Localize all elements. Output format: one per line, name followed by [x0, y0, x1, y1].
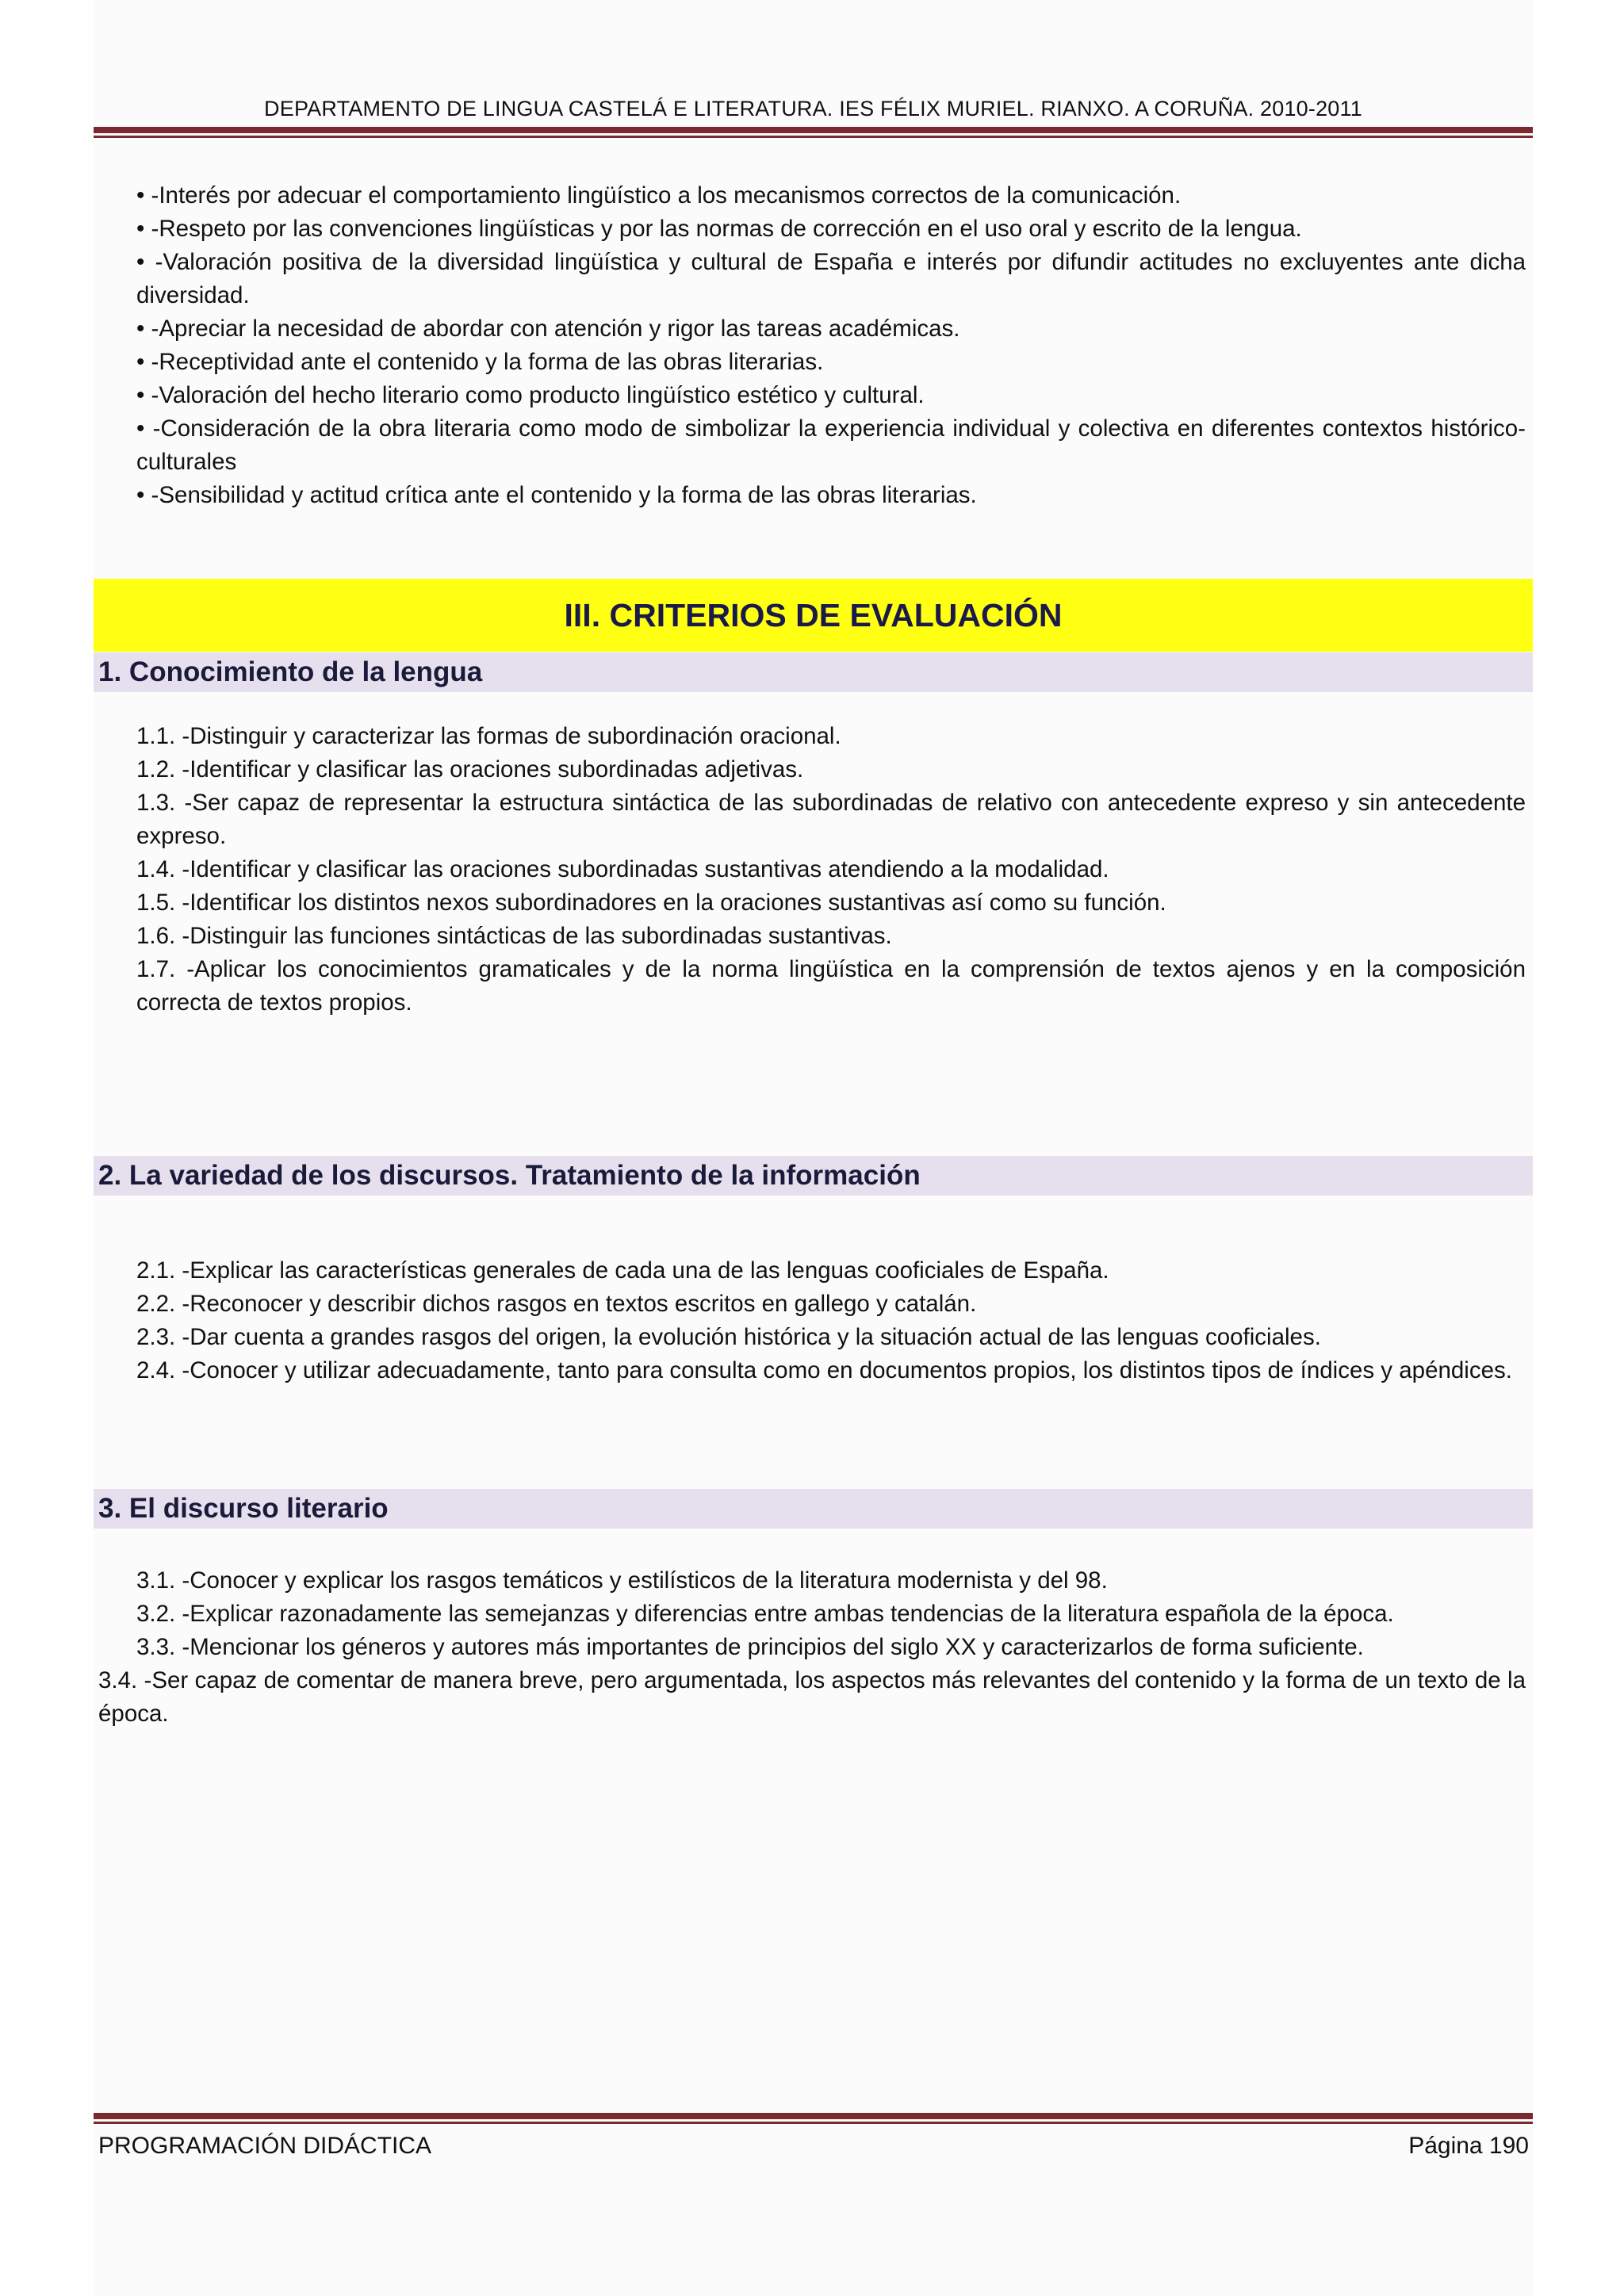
list-item: 2.2. -Reconocer y describir dichos rasgos en textos escritos en gallego y catalán. — [136, 1291, 977, 1317]
list-item: • -Apreciar la necesidad de abordar con atención y rigor las tareas académicas. — [136, 312, 1526, 346]
list-item: • -Consideración de la obra literaria como modo de simbolizar la experiencia individual y colectiva en diferentes contextos histórico-culturales — [136, 412, 1526, 479]
list-item: 1.5. -Identificar los distintos nexos subordinadores en la oraciones sustantivas así como su función. — [136, 890, 1166, 916]
section-heading-1: 1. Conocimiento de la lengua — [94, 652, 1533, 692]
attitudes-list — [136, 179, 1526, 512]
list-item: 1.2. -Identificar y clasificar las oraciones subordinadas adjetivas. — [136, 756, 804, 783]
page-header: DEPARTAMENTO DE LINGUA CASTELÁ E LITERATURA. IES FÉLIX MURIEL. RIANXO. A CORUÑA. 2010-2011 — [264, 97, 1362, 121]
list-item: 3.2. -Explicar razonadamente las semejanzas y diferencias entre ambas tendencias de la literatura española de la época. — [136, 1601, 1394, 1627]
list-item: 1.3. -Ser capaz de representar la estructura sintáctica de las subordinadas de relativo con antecedente expreso y sin antecedente expreso. — [136, 790, 1526, 849]
section-heading-2: 2. La variedad de los discursos. Tratamiento de la información — [94, 1156, 1533, 1196]
page-margin-right — [1533, 0, 1624, 2296]
list-item: 2.4. -Conocer y utilizar adecuadamente, tanto para consulta como en documentos propios, los distintos tipos de índices y apéndices. — [136, 1357, 1512, 1383]
footer-rule — [94, 2113, 1533, 2124]
list-item: • -Valoración del hecho literario como producto lingüístico estético y cultural. — [136, 379, 1526, 412]
list-item: 2.3. -Dar cuenta a grandes rasgos del origen, la evolución histórica y la situación actual de las lenguas cooficiales. — [136, 1324, 1321, 1350]
list-item: • -Sensibilidad y actitud crítica ante el contenido y la forma de las obras literarias. — [136, 479, 1526, 512]
list-item: 3.3. -Mencionar los géneros y autores más importantes de principios del siglo XX y caracterizarlos de forma suficiente. — [136, 1634, 1364, 1660]
section-1-criteria — [136, 720, 1526, 1020]
page-number: Página 190 — [1408, 2133, 1529, 2159]
footer-title: PROGRAMACIÓN DIDÁCTICA — [98, 2133, 432, 2159]
list-item: 1.4. -Identificar y clasificar las oraciones subordinadas sustantivas atendiendo a la modalidad. — [136, 856, 1109, 882]
list-item: • -Receptividad ante el contenido y la forma de las obras literarias. — [136, 346, 1526, 379]
list-item: 1.7. -Aplicar los conocimientos gramaticales y de la norma lingüística en la comprensión de textos ajenos y en la composición correcta de textos propios. — [136, 956, 1526, 1016]
section-2-criteria — [136, 1254, 1526, 1387]
list-item: 2.1. -Explicar las características generales de cada una de las lenguas cooficiales de España. — [136, 1257, 1109, 1284]
section-heading-3: 3. El discurso literario — [94, 1489, 1533, 1529]
list-item: 3.1. -Conocer y explicar los rasgos temáticos y estilísticos de la literatura modernista y del 98. — [136, 1567, 1108, 1594]
list-item: 3.4. -Ser capaz de comentar de manera breve, pero argumentada, los aspectos más relevantes del contenido y la forma de un texto de la época. — [98, 1667, 1526, 1727]
list-item: • -Valoración positiva de la diversidad lingüística y cultural de España e interés por difundir actitudes no excluyentes ante dicha diversidad. — [136, 246, 1526, 312]
page-margin-left — [0, 0, 94, 2296]
list-item: • -Respeto por las convenciones lingüísticas y por las normas de corrección en el uso oral y escrito de la lengua. — [136, 212, 1526, 246]
list-item: • -Interés por adecuar el comportamiento lingüístico a los mecanismos correctos de la comunicación. — [136, 179, 1526, 212]
header-rule — [94, 127, 1533, 138]
section-3-criteria — [136, 1564, 1526, 1664]
main-title: III. CRITERIOS DE EVALUACIÓN — [94, 579, 1533, 652]
section-3-criteria-outdented — [98, 1664, 1526, 1731]
list-item: 1.6. -Distinguir las funciones sintácticas de las subordinadas sustantivas. — [136, 923, 892, 949]
list-item: 1.1. -Distinguir y caracterizar las formas de subordinación oracional. — [136, 723, 841, 749]
